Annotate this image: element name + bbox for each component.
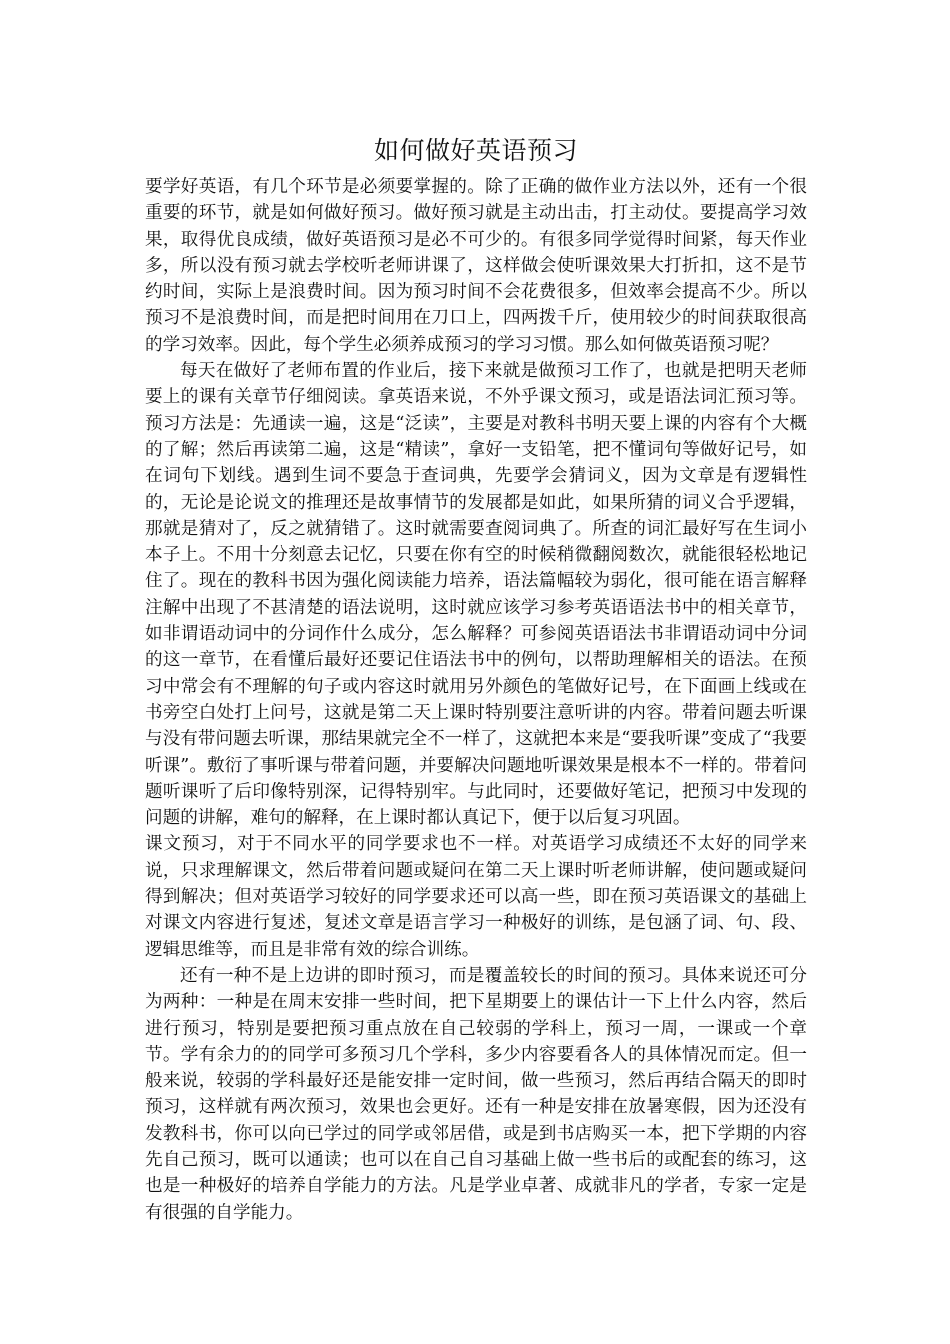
paragraph-daily-preview: 每天在做好了老师布置的作业后，接下来就是做预习工作了，也就是把明天老师要上的课有关章节仔细阅读。拿英语来说，不外乎课文预习，或是语法词汇预习等。预习方法是：先通读一遍，这是“泛读”，主要是对教科书明天要上课的内容有个大概的了解；然后再读第二遍，这是“精读”，拿好一支铅笔，把不懂词句等做好记号，如在词句下划线。遇到生词不要急于查词典，先要学会猜词义，因为文章是有逻辑性的，无论是论说文的推理还是故事情节的发展都是如此，如果所猜的词义合乎逻辑，那就是猜对了，反之就猜错了。这时就需要查阅词典了。所查的词汇最好写在生词小本子上。不用十分刻意去记忆，只要在你有空的时候稍微翻阅数次，就能很轻松地记住了。现在的教科书因为强化阅读能力培养，语法篇幅较为弱化，很可能在语言解释注解中出现了不甚清楚的语法说明，这时就应该学习参考英语语法书中的相关章节，如非谓语动词中的分词作什么成分，怎么解释？可参阅英语语法书非谓语动词中分词的这一章节，在看懂后最好还要记住语法书中的例句，以帮助理解相关的语法。在预习中常会有不理解的句子或内容这时就用另外颜色的笔做好记号，在下面画上线或在书旁空白处打上问号，这就是第二天上课时特别要注意听讲的内容。带着问题去听课与没有带问题去听课，那结果就完全不一样了，这就把本来是“要我听课”变成了“我要听课”。敷衍了事听课与带着问题，并要解决问题地听课效果是根本不一样的。带着问题听课听了后印像特别深，记得特别牢。与此同时，还要做好笔记，把预习中发现的问题的讲解，难句的解释，在上课时都认真记下，便于以后复习巩固。	[145, 361, 807, 829]
document-page	[145, 128, 807, 1226]
paragraph-intro: 要学好英语，有几个环节是必须要掌握的。除了正确的做作业方法以外，还有一个很重要的环节，就是如何做好预习。做好预习就是主动出击，打主动仗。要提高学习效果，取得优良成绩，做好英语预习是必不可少的。有很多同学觉得时间紧，每天作业多，所以没有预习就去学校听老师讲课了，这样做会使听课效果大打折扣，这不是节约时间，实际上是浪费时间。因为预习时间不会花费很多，但效率会提高不少。所以预习不是浪费时间，而是把时间用在刀口上，四两拨千斤，使用较少的时间获取很高的学习效率。因此，每个学生必须养成预习的学习习惯。那么如何做英语预习呢？	[145, 177, 807, 355]
paragraph-text-preview: 课文预习，对于不同水平的同学要求也不一样。对英语学习成绩还不太好的同学来说，只求理解课文，然后带着问题或疑问在第二天上课时听老师讲解，使问题或疑问得到解决；但对英语学习较好的同学要求还可以高一些，即在预习英语课文的基础上对课文内容进行复述，复述文章是语言学习一种极好的训练，是包涵了词、句、段、逻辑思维等，而且是非常有效的综合训练。	[145, 834, 807, 960]
document-title: 如何做好英语预习	[373, 136, 578, 165]
paragraph-long-term-preview: 还有一种不是上边讲的即时预习，而是覆盖较长的时间的预习。具体来说还可分为两种：一种是在周末安排一些时间，把下星期要上的课估计一下上什么内容，然后进行预习，特别是要把预习重点放在自己较弱的学科上，预习一周，一课或一个章节。学有余力的的同学可多预习几个学科，多少内容要看各人的具体情况而定。但一般来说，较弱的学科最好还是能安排一定时间，做一些预习，然后再结合隔天的即时预习，这样就有两次预习，效果也会更好。还有一种是安排在放暑寒假，因为还没有发教科书，你可以向已学过的同学或邻居借，或是到书店购买一本，把下学期的内容先自己预习，既可以通读；也可以在自己自习基础上做一些书后的或配套的练习，这也是一种极好的培养自学能力的方法。凡是学业卓著、成就非凡的学者，专家一定是有很强的自学能力。	[145, 965, 807, 1223]
